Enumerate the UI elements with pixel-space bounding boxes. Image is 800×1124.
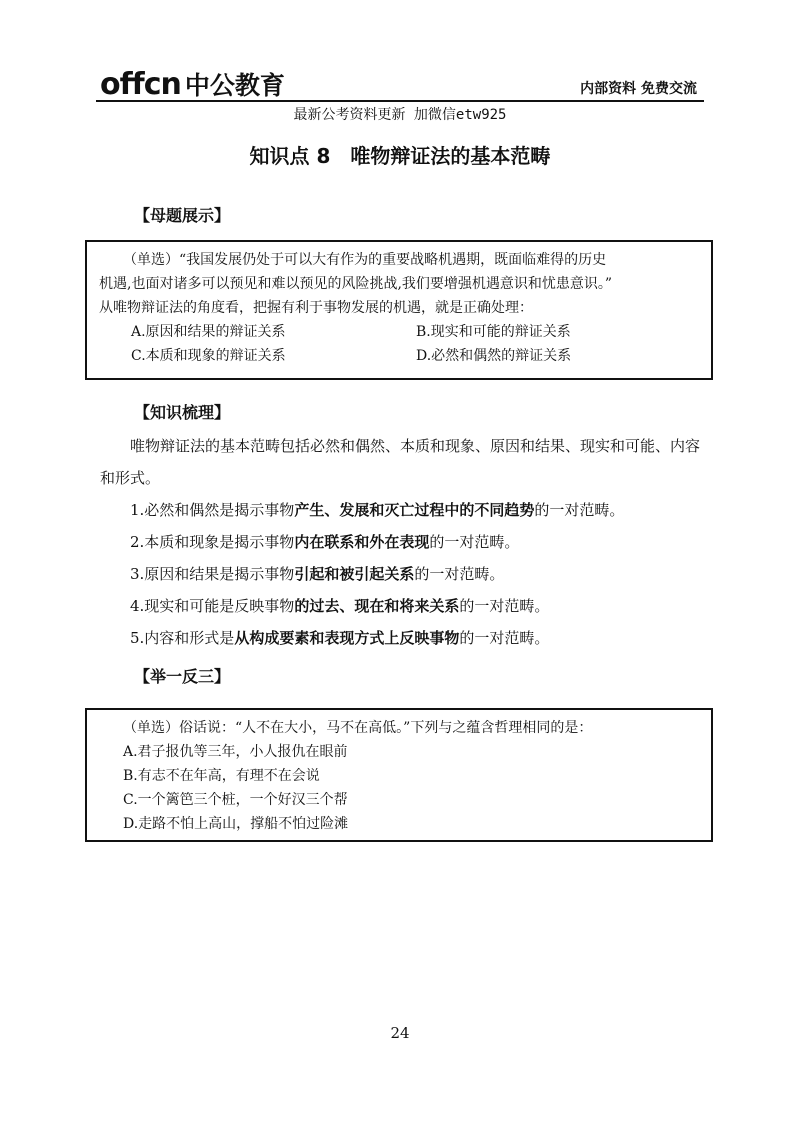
option-c: C.本质和现象的辩证关系	[131, 348, 286, 364]
knowledge-item: 5.内容和形式是从构成要素和表现方式上反映事物的一对范畴。	[130, 629, 550, 647]
mother-question-box	[85, 240, 713, 380]
practice-question-box	[85, 708, 713, 842]
header-note: 内部资料 免费交流	[580, 81, 697, 97]
update-note: 最新公考资料更新 加微信etw925	[293, 107, 507, 123]
knowledge-content	[100, 430, 710, 654]
section-heading-practice: 【举一反三】	[134, 667, 231, 686]
knowledge-item: 4.现实和可能是反映事物的过去、现在和将来关系的一对范畴。	[130, 597, 550, 615]
option-a: A.原因和结果的辩证关系	[131, 324, 286, 340]
question-line: （单选）“我国发展仍处于可以大有作为的重要战略机遇期，既面临难得的历史	[123, 252, 607, 268]
header-divider	[96, 100, 704, 102]
logo-chinese: 中公教育	[184, 71, 285, 100]
option-b: B.有志不在年高，有理不在会说	[123, 768, 320, 784]
option-row	[99, 344, 701, 368]
knowledge-item: 1.必然和偶然是揭示事物产生、发展和灭亡过程中的不同趋势的一对范畴。	[130, 501, 625, 519]
option-row	[99, 320, 701, 344]
option-a: A.君子报仇等三年，小人报仇在眼前	[123, 744, 348, 760]
logo-latin: offcn	[100, 66, 181, 102]
page-title: 知识点 8 唯物辩证法的基本范畴	[249, 144, 551, 168]
page-number: 24	[390, 1024, 410, 1042]
option-c: C.一个篱笆三个桩，一个好汉三个帮	[123, 792, 348, 808]
question-line: 从唯物辩证法的角度看，把握有利于事物发展的机遇，就是正确处理：	[99, 300, 533, 316]
option-d: D.走路不怕上高山，撑船不怕过险滩	[123, 816, 349, 832]
knowledge-intro: 唯物辩证法的基本范畴包括必然和偶然、本质和现象、原因和结果、现实和可能、内容和形式。	[100, 437, 701, 487]
section-heading-mother-question: 【母题展示】	[134, 206, 231, 225]
option-d: D.必然和偶然的辩证关系	[416, 348, 572, 364]
question-line: 机遇,也面对诸多可以预见和难以预见的风险挑战,我们要增强机遇意识和忧患意识。”	[99, 276, 613, 292]
option-b: B.现实和可能的辩证关系	[416, 324, 571, 340]
offcn-logo	[100, 66, 285, 102]
section-heading-knowledge: 【知识梳理】	[134, 403, 231, 422]
knowledge-item: 2.本质和现象是揭示事物内在联系和外在表现的一对范畴。	[130, 533, 520, 551]
knowledge-item: 3.原因和结果是揭示事物引起和被引起关系的一对范畴。	[130, 565, 505, 583]
practice-question: （单选）俗话说：“人不在大小，马不在高低。”下列与之蕴含哲理相同的是：	[123, 720, 593, 736]
